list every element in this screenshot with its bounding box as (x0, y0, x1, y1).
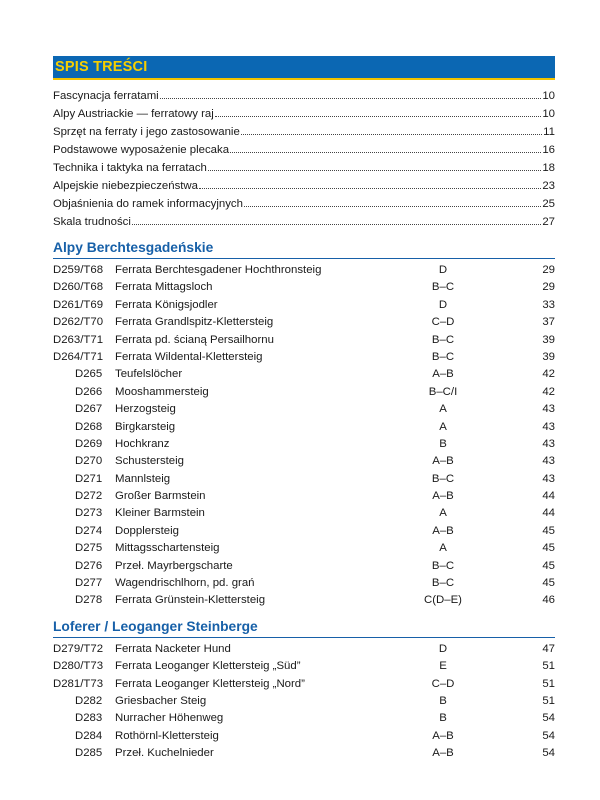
dot-leader (244, 205, 541, 207)
route-row[interactable] (53, 314, 555, 331)
sections (53, 238, 555, 763)
dot-leader (230, 151, 541, 153)
toc-entry-page: 10 (542, 108, 555, 120)
route-row[interactable] (53, 349, 555, 366)
route-row[interactable] (53, 505, 555, 522)
route-name: Nurracher Höhenweg (115, 712, 224, 725)
toc-entry[interactable] (53, 105, 555, 123)
route-code: D276 (75, 559, 103, 572)
route-row[interactable] (53, 262, 555, 279)
route-grade: A–B (432, 747, 454, 760)
route-name: Rothörnl-Klettersteig (115, 729, 219, 742)
route-page: 42 (542, 385, 555, 398)
route-code: D269 (75, 437, 103, 450)
route-name: Ferrata Königsjodler (115, 298, 218, 311)
route-name: Ferrata Berchtesgadener Hochthronsteig (115, 264, 322, 276)
toc-entry-title: Sprzęt na ferraty i jego zastosowanie (53, 126, 240, 138)
route-row[interactable] (53, 419, 555, 436)
toc-entry-page: 16 (542, 144, 555, 156)
route-row[interactable] (53, 592, 555, 609)
route-code: D273 (75, 507, 103, 520)
route-grade: B–C (431, 281, 455, 294)
toc-entry-title: Alpejskie niebezpieczeństwa (53, 180, 198, 192)
route-list (53, 262, 555, 610)
toc-entry[interactable] (53, 141, 555, 159)
route-page: 29 (542, 264, 555, 276)
route-name: Großer Barmstein (115, 490, 206, 503)
toc-entry-title: Fascynacja ferratami (53, 90, 159, 102)
route-code: D259/T68 (53, 264, 104, 276)
route-code: D279/T72 (53, 642, 104, 655)
route-code: D275 (75, 542, 103, 555)
route-row[interactable] (53, 575, 555, 592)
route-row[interactable] (53, 297, 555, 314)
route-page: 44 (542, 490, 555, 503)
dot-leader (208, 169, 541, 171)
route-page: 45 (542, 542, 555, 555)
route-row[interactable] (53, 279, 555, 296)
route-row[interactable] (53, 658, 555, 675)
route-row[interactable] (53, 693, 555, 710)
route-grade: A–B (432, 490, 454, 503)
route-code: D268 (75, 420, 103, 433)
route-page: 54 (542, 747, 555, 760)
route-row[interactable] (53, 745, 555, 762)
route-page: 37 (542, 316, 555, 329)
route-name: Ferrata Grandlspitz-Klettersteig (115, 316, 274, 329)
route-name: Mooshammersteig (115, 385, 209, 398)
route-code: D281/T73 (53, 677, 104, 690)
route-page: 46 (542, 594, 555, 607)
route-page: 54 (542, 729, 555, 742)
route-grade: B–C (431, 472, 455, 485)
route-grade: E (439, 660, 447, 673)
toc-entry-title: Objaśnienia do ramek informacyjnych (53, 198, 243, 210)
route-code: D284 (75, 729, 103, 742)
dot-leader (215, 115, 542, 117)
route-grade: A (439, 542, 447, 555)
toc-entry[interactable] (53, 123, 555, 141)
toc-entry-page: 25 (542, 198, 555, 210)
route-grade: B (439, 712, 447, 725)
toc-header-title: SPIS TREŚCI (55, 59, 148, 75)
toc-header (53, 56, 555, 80)
route-code: D270 (75, 455, 103, 468)
route-row[interactable] (53, 523, 555, 540)
route-page: 42 (542, 368, 555, 381)
route-code: D264/T71 (53, 350, 104, 363)
route-page: 51 (542, 660, 555, 673)
route-name: Teufelslöcher (115, 368, 183, 381)
dot-leader (241, 133, 542, 135)
route-page: 54 (542, 712, 555, 725)
route-code: D272 (75, 490, 103, 503)
route-page: 43 (542, 420, 555, 433)
route-row[interactable] (53, 641, 555, 658)
route-page: 45 (542, 524, 555, 537)
route-name: Mittagsschartensteig (115, 542, 220, 555)
route-page: 51 (542, 694, 555, 707)
route-row[interactable] (53, 471, 555, 488)
route-row[interactable] (53, 728, 555, 745)
dot-leader (199, 187, 541, 189)
route-page: 51 (542, 677, 555, 690)
toc-entry-title: Alpy Austriackie — ferratowy raj (53, 108, 214, 120)
route-code: D265 (75, 368, 103, 381)
route-name: Wagendrischlhorn, pd. grań (115, 577, 255, 590)
route-name: Ferrata Wildental-Klettersteig (115, 350, 263, 363)
route-grade: B (439, 437, 447, 450)
section-title: Loferer / Leoganger Steinberge (53, 617, 555, 638)
route-page: 39 (542, 333, 555, 346)
route-code: D274 (75, 524, 103, 537)
toc-entry[interactable] (53, 177, 555, 195)
route-page: 44 (542, 507, 555, 520)
route-code: D283 (75, 712, 103, 725)
route-name: Griesbacher Steig (115, 694, 207, 707)
route-grade: A–B (432, 524, 454, 537)
route-grade: D (438, 298, 448, 311)
route-code: D280/T73 (53, 660, 104, 673)
route-code: D266 (75, 385, 103, 398)
dot-leader (132, 223, 541, 225)
route-grade: A (439, 507, 447, 520)
route-name: Przeł. Mayrbergscharte (115, 559, 233, 572)
route-code: D267 (75, 403, 103, 416)
route-name: Dopplersteig (115, 524, 179, 537)
route-name: Ferrata pd. ścianą Persailhornu (115, 333, 274, 346)
route-grade: A–B (432, 368, 454, 381)
route-grade: A–B (432, 455, 454, 468)
toc-entry-title: Technika i taktyka na ferratach (53, 162, 207, 174)
route-row[interactable] (53, 540, 555, 557)
toc-entry-page: 11 (543, 126, 555, 138)
route-row[interactable] (53, 332, 555, 349)
route-row[interactable] (53, 384, 555, 401)
route-page: 43 (542, 437, 555, 450)
route-page: 43 (542, 472, 555, 485)
route-row[interactable] (53, 488, 555, 505)
route-name: Schustersteig (115, 455, 185, 468)
toc-entry[interactable] (53, 195, 555, 213)
toc-entry[interactable] (53, 213, 555, 231)
route-name: Ferrata Leoganger Klettersteig „Nord” (115, 677, 305, 690)
route-page: 47 (542, 642, 555, 655)
route-grade: B (439, 694, 447, 707)
route-code: D261/T69 (53, 298, 104, 311)
route-grade: B–C/I (428, 385, 458, 398)
region-section (53, 238, 555, 610)
toc-page (53, 56, 555, 763)
route-code: D285 (75, 747, 103, 760)
route-page: 43 (542, 403, 555, 416)
route-grade: D (438, 642, 448, 655)
route-name: Hochkranz (115, 437, 170, 450)
route-name: Kleiner Barmstein (115, 507, 205, 520)
toc-entry-page: 10 (542, 90, 555, 102)
route-name: Przeł. Kuchelnieder (115, 747, 214, 760)
route-name: Ferrata Grünstein-Klettersteig (115, 594, 266, 607)
route-page: 43 (542, 455, 555, 468)
route-code: D277 (75, 577, 103, 590)
route-row[interactable] (53, 401, 555, 418)
region-section (53, 617, 555, 763)
route-page: 39 (542, 350, 555, 363)
route-page: 29 (542, 281, 555, 294)
toc-entry-page: 18 (542, 162, 555, 174)
route-grade: B–C (431, 333, 455, 346)
route-list (53, 641, 555, 763)
route-row[interactable] (53, 453, 555, 470)
route-grade: C–D (431, 316, 455, 329)
route-page: 45 (542, 577, 555, 590)
dot-leader (160, 97, 542, 99)
toc-entry-title: Podstawowe wyposażenie plecaka (53, 144, 230, 156)
route-code: D271 (75, 472, 103, 485)
route-code: D260/T68 (53, 281, 104, 294)
route-page: 33 (542, 298, 555, 311)
route-code: D282 (75, 694, 103, 707)
route-name: Mannlsteig (115, 472, 171, 485)
route-grade: A–B (432, 729, 454, 742)
toc-list (53, 87, 555, 231)
route-grade: D (438, 264, 448, 276)
section-title: Alpy Berchtesgadeńskie (53, 238, 555, 259)
toc-entry[interactable] (53, 159, 555, 177)
route-grade: B–C (431, 350, 455, 363)
route-code: D278 (75, 594, 103, 607)
route-name: Ferrata Nacketer Hund (115, 642, 231, 655)
route-page: 45 (542, 559, 555, 572)
route-grade: C–D (431, 677, 455, 690)
route-row[interactable] (53, 710, 555, 727)
route-grade: A (439, 420, 447, 433)
route-grade: C(D–E) (424, 594, 462, 607)
route-row[interactable] (53, 366, 555, 383)
route-code: D263/T71 (53, 333, 104, 346)
route-row[interactable] (53, 558, 555, 575)
route-grade: B–C (431, 577, 455, 590)
route-name: Herzogsteig (115, 403, 176, 416)
route-name: Ferrata Mittagsloch (115, 281, 213, 294)
toc-entry-page: 23 (542, 180, 555, 192)
toc-entry-title: Skala trudności (53, 216, 131, 228)
route-grade: B–C (431, 559, 455, 572)
route-row[interactable] (53, 436, 555, 453)
toc-entry[interactable] (53, 87, 555, 105)
route-name: Ferrata Leoganger Klettersteig „Süd” (115, 660, 301, 673)
route-code: D262/T70 (53, 316, 104, 329)
toc-entry-page: 27 (542, 216, 555, 228)
route-grade: A (439, 403, 447, 416)
route-name: Birgkarsteig (115, 420, 176, 433)
route-row[interactable] (53, 676, 555, 693)
